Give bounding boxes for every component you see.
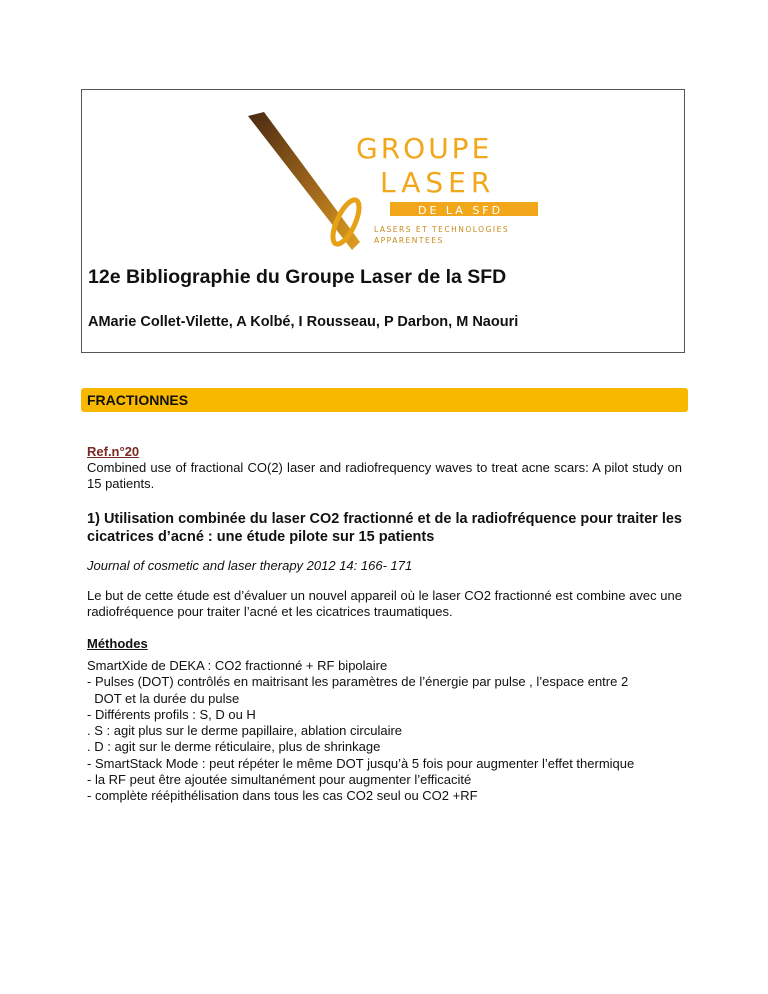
methods-line: . S : agit plus sur le derme papillaire, ablation circulaire: [87, 723, 403, 739]
title-box: [81, 89, 685, 353]
document-title: 12e Bibliographie du Groupe Laser de la SFD: [88, 266, 507, 288]
logo-line-sfd: DE LA SFD: [418, 204, 504, 217]
section-heading: FRACTIONNES: [81, 388, 688, 412]
study-intro: Le but de cette étude est d’évaluer un nouvel appareil où le laser CO2 fractionné est combine avec une radiofréquence pour traiter l’acné et les cicatrices traumatiques.: [87, 588, 682, 619]
methods-line: DOT et la durée du pulse: [87, 690, 240, 706]
logo-line-groupe: GROUPE: [356, 132, 493, 165]
groupe-laser-logo: [248, 110, 538, 260]
methods-line: - Différents profils : S, D ou H: [87, 706, 256, 722]
methods-list: [87, 658, 687, 805]
logo-line-laser: LASER: [380, 166, 496, 199]
methods-line: SmartXide de DEKA : CO2 fractionné + RF bipolaire: [87, 658, 388, 673]
methods-line: . D : agit sur le derme réticulaire, plus de shrinkage: [87, 739, 381, 755]
journal-citation: Journal of cosmetic and laser therapy 2012 14: 166- 171: [87, 558, 413, 573]
methods-line: - complète réépithélisation dans tous les cas CO2 seul ou CO2 +RF: [87, 788, 478, 804]
methods-heading: Méthodes: [87, 636, 148, 651]
methods-line: - Pulses (DOT) contrôlés en maitrisant les paramètres de l’énergie par pulse , l’espace entre 2: [87, 674, 629, 690]
english-title: Combined use of fractional CO(2) laser and radiofrequency waves to treat acne scars: A pilot study on 15 patients.: [87, 460, 682, 491]
authors: AMarie Collet-Vilette, A Kolbé, I Rousseau, P Darbon, M Naouri: [88, 314, 519, 330]
logo-line-lasers: LASERS ET TECHNOLOGIES: [374, 225, 510, 234]
methods-line: - SmartStack Mode : peut répéter le même DOT jusqu’à 5 fois pour augmenter l’effet thermique: [87, 755, 635, 771]
french-title: 1) Utilisation combinée du laser CO2 fractionné et de la radiofréquence pour traiter les cicatrices d’acné : une étude pilote sur 15 patients: [87, 511, 682, 545]
laser-beam-shape: [248, 112, 360, 250]
methods-line: - la RF peut être ajoutée simultanément pour augmenter l’efficacité: [87, 772, 472, 788]
logo-line-apparentees: APPARENTEES: [374, 236, 444, 245]
reference-number: Ref.n°20: [87, 444, 140, 459]
